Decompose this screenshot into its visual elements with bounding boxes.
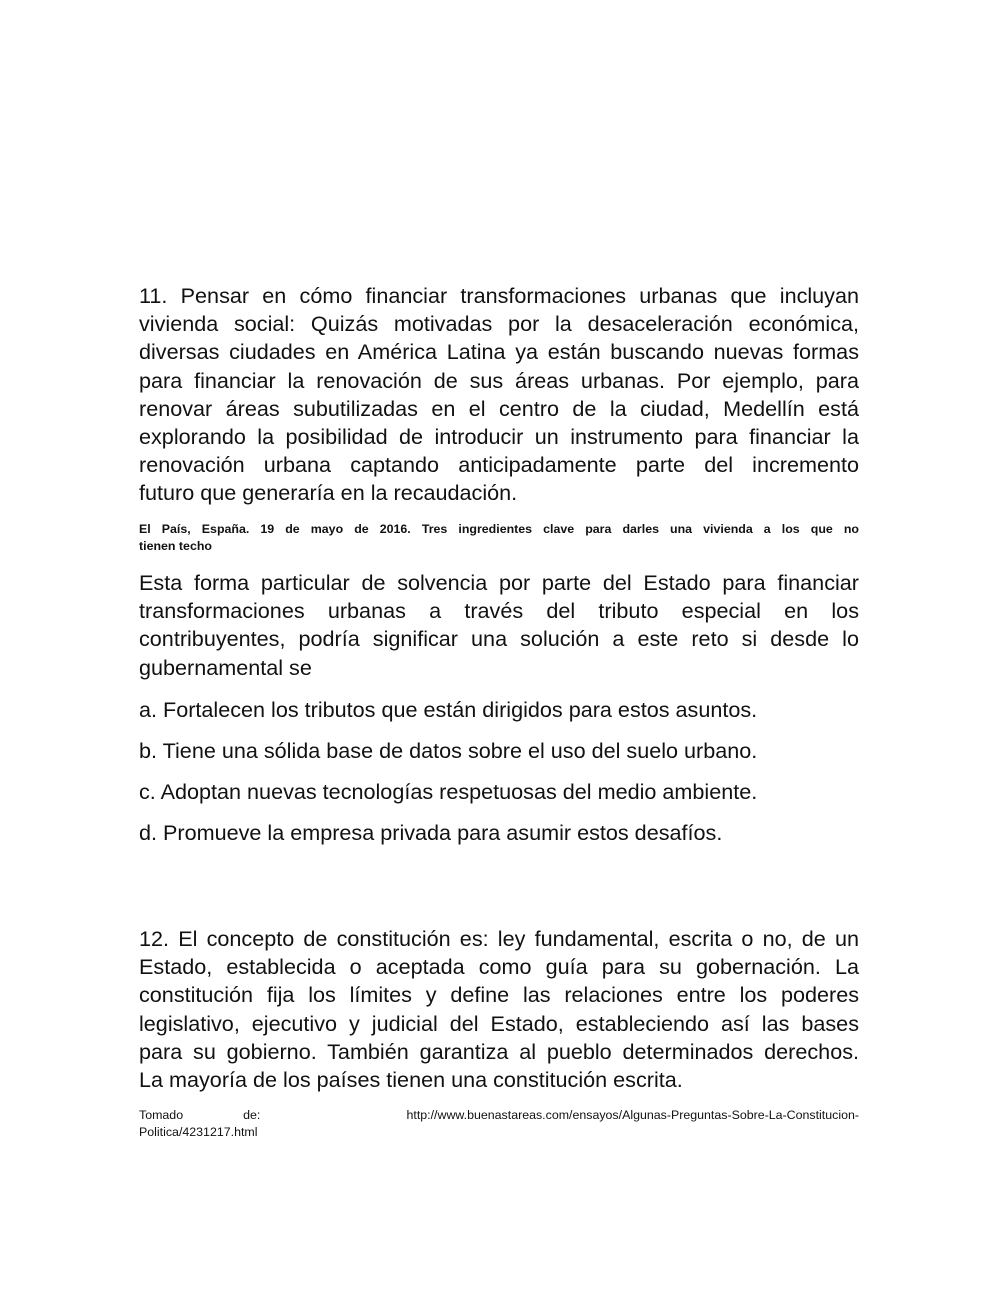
option-a-label: a. Fortalecen los tributos que están dirigidos para estos asuntos. — [139, 697, 758, 722]
option-b[interactable] — [139, 737, 859, 765]
stem-line: gubernamental se — [139, 654, 312, 680]
q12-line: legislativo, ejecutivo y judicial del Estado, estableciendo así las bases — [139, 1010, 859, 1036]
option-c-label: c. Adoptan nuevas tecnologías respetuosas del medio ambiente. — [139, 779, 758, 804]
option-d[interactable] — [139, 819, 859, 847]
q11-line: renovación urbana captando anticipadamente parte del incremento — [139, 452, 859, 478]
q12-line: La mayoría de los países tienen una constitución escrita. — [139, 1067, 683, 1093]
option-c[interactable] — [139, 778, 859, 806]
credit-connector: de: — [243, 1108, 261, 1122]
credit-url-line1[interactable]: http://www.buenastareas.com/ensayos/Algunas-Preguntas-Sobre-La-Constitucion- — [406, 1108, 859, 1122]
q12-line: para su gobierno. También garantiza al pueblo determinados derechos. — [139, 1038, 859, 1064]
credit-url-line2[interactable]: Politica/4231217.html — [139, 1124, 258, 1139]
question-12-text — [139, 925, 859, 1094]
q12-credit — [139, 1107, 859, 1140]
q11-line: explorando la posibilidad de introducir un instrumento para financiar la — [139, 424, 859, 450]
source-line: tienen techo — [139, 538, 212, 553]
q12-line: constitución fija los límites y define las relaciones entre los poderes — [139, 982, 859, 1008]
stem-line: transformaciones urbanas a través del tributo especial en los — [139, 598, 859, 624]
q11-line: 11. Pensar en cómo financiar transformaciones urbanas que incluyan — [139, 283, 859, 308]
stem-line: contribuyentes, podría significar una solución a este reto si desde lo — [139, 626, 859, 652]
q11-line: diversas ciudades en América Latina ya están buscando nuevas formas — [139, 339, 859, 365]
credit-label: Tomado — [139, 1108, 184, 1122]
question-11-text — [139, 282, 859, 508]
q11-line: vivienda social: Quizás motivadas por la desaceleración económica, — [139, 311, 859, 337]
q11-line: renovar áreas subutilizadas en el centro de la ciudad, Medellín está — [139, 395, 859, 421]
q12-line: 12. El concepto de constitución es: ley fundamental, escrita o no, de un — [139, 926, 859, 951]
option-a[interactable] — [139, 696, 859, 724]
credit-row — [139, 1107, 859, 1124]
option-d-label: d. Promueve la empresa privada para asumir estos desafíos. — [139, 820, 723, 845]
q11-source-citation — [139, 521, 859, 554]
option-b-label: b. Tiene una sólida base de datos sobre el uso del suelo urbano. — [139, 738, 758, 763]
source-line: El País, España. 19 de mayo de 2016. Tres ingredientes clave para darles una vivienda a los que no — [139, 522, 859, 536]
q12-line: Estado, establecida o aceptada como guía para su gobernación. La — [139, 954, 859, 980]
stem-line: Esta forma particular de solvencia por parte del Estado para financiar — [139, 570, 859, 595]
q11-line: futuro que generaría en la recaudación. — [139, 480, 518, 506]
q11-line: para financiar la renovación de sus áreas urbanas. Por ejemplo, para — [139, 367, 859, 393]
q11-stem — [139, 569, 859, 682]
